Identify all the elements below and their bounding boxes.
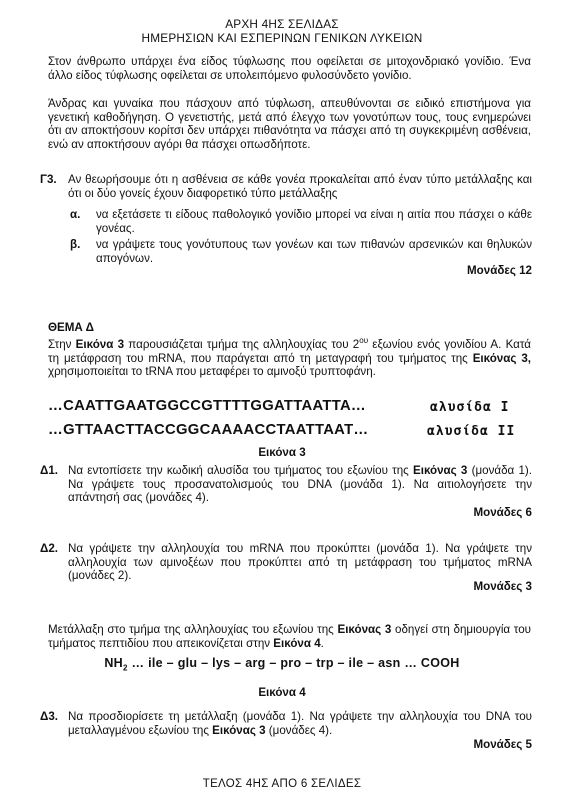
mutation-text-3: . xyxy=(320,636,324,650)
page-footer: ΤΕΛΟΣ 4ΗΣ ΑΠΟ 6 ΣΕΛΙΔΕΣ xyxy=(202,778,362,790)
theme-d-intro-figure-ref-2: Εικόνας 3, xyxy=(472,351,531,365)
d2-marks: Μονάδες 3 xyxy=(473,580,532,593)
d3-figure-ref: Εικόνας 3 xyxy=(212,723,266,737)
d3-text-1: Να προσδιορίσετε τη μετάλλαξη (μονάδα 1). Να γράψετε την αλληλουχία του DNA του μεταλλαγμένου εξωνίου της xyxy=(68,710,532,737)
g3-b-text: να γράψετε τους γονότυπους των γονέων και των πιθανών αρσενικών και θηλυκών απογόνων. xyxy=(96,238,532,265)
theme-d-title: ΘΕΜΑ Δ xyxy=(48,321,94,334)
mutation-paragraph xyxy=(48,623,531,650)
question-g3-text: Αν θεωρήσουμε ότι η ασθένεια σε κάθε γονέα προκαλείται από έναν τύπο μετάλλαξης και ότι οι δύο γονείς έχουν διαφορετικό τύπο μετάλλαξης xyxy=(68,173,532,200)
figure-4-caption: Εικόνα 4 xyxy=(258,686,306,699)
question-g3-label: Γ3. xyxy=(40,173,57,186)
g3-a-text: να εξετάσετε τι είδους παθολογικό γονίδιο μπορεί να είναι η αιτία που πάσχει ο κάθε γονέας. xyxy=(96,208,532,235)
theme-d-intro-text-2: παρουσιάζεται τμήμα της αλληλουχίας του 2 xyxy=(124,338,360,351)
theme-d-intro-text-3: εξωνίου ενός γονιδίου Α. Κατά τη μετάφραση του mRNA, που παράγεται από τη μεταγραφή του τμήματος της xyxy=(48,338,531,365)
figure-3-caption: Εικόνα 3 xyxy=(258,446,306,459)
intro-paragraph-2: Άνδρας και γυναίκα που πάσχουν από τύφλωση, απευθύνονται σε ειδικό επιστήμονα για γενετική καθοδήγηση. Ο γενετιστής, μετά από έλεγχο των γονοτύπων τους, τους ενημερώνει ότι αν αποκτήσουν κορίτσι δεν υπάρχει πιθανότητα να πάσχει από τη συγκεκριμένη ασθένεια, ενώ αν αποκτήσουν αγόρι θα πάσχει οπωσδήποτε. xyxy=(48,97,531,151)
g3-marks: Μονάδες 12 xyxy=(467,264,532,277)
d3-text-2: (μονάδες 4). xyxy=(265,723,333,737)
mutation-figure-3-ref: Εικόνας 3 xyxy=(337,623,392,636)
peptide-nh-subscript: 2 xyxy=(123,663,128,673)
theme-d-intro-text-1: Στην xyxy=(48,338,76,351)
d1-figure-ref: Εικόνας 3 xyxy=(412,464,468,477)
theme-d-intro-figure-ref: Εικόνα 3 xyxy=(75,338,125,351)
mutation-text-2: οδηγεί στη δημιουργία του τμήματος πεπτιδίου που απεικονίζεται στην xyxy=(48,623,532,650)
mutation-text-1: Μετάλλαξη στο τμήμα της αλληλουχίας του εξωνίου της xyxy=(48,623,338,636)
peptide-nh: NH xyxy=(104,656,123,670)
theme-d-intro-text-4: χρησιμοποιείται το tRNA που μεταφέρει το αμινοξύ τρυπτοφάνη. xyxy=(48,365,376,379)
header-line-2: ΗΜΕΡΗΣΙΩΝ ΚΑΙ ΕΣΠΕΡΙΝΩΝ ΓΕΝΙΚΩΝ ΛΥΚΕΙΩΝ xyxy=(141,31,423,45)
question-d3-label: Δ3. xyxy=(40,710,59,723)
intro-paragraph-1: Στον άνθρωπο υπάρχει ένα είδος τύφλωσης που οφείλεται σε μιτοχονδριακό γονίδιο. Ένα άλλο είδος τύφλωσης οφείλεται σε υπολειπόμενο φυλοσύνδετο γονίδιο. xyxy=(48,55,531,82)
header-line-1: ΑΡΧΗ 4ΗΣ ΣΕΛΙΔΑΣ xyxy=(225,17,339,31)
strand-2-label: αλυσίδα ΙΙ xyxy=(427,424,516,439)
peptide-sequence xyxy=(0,657,564,671)
dna-strand-2: …GTTAACTTACCGGCAAAACCTAATTAAT… xyxy=(48,422,369,438)
d3-marks: Μονάδες 5 xyxy=(473,738,532,751)
d1-marks: Μονάδες 6 xyxy=(473,506,532,519)
theme-d-intro xyxy=(48,338,531,379)
question-d1-label: Δ1. xyxy=(40,464,59,477)
question-d2-text: Να γράψετε την αλληλουχία του mRNA που προκύπτει (μονάδα 1). Να γράψετε την αλληλουχία των αμινοξέων που προκύπτει από τη μετάφραση του τμήματος mRNA (μονάδες 2). xyxy=(68,542,532,583)
peptide-chain: … ile – glu – lys – arg – pro – trp – ile – asn … COOH xyxy=(127,656,460,670)
theme-d-intro-sup: ου xyxy=(359,336,369,346)
mutation-figure-4-ref: Εικόνα 4 xyxy=(273,636,321,650)
question-d2-label: Δ2. xyxy=(40,542,59,555)
g3-b-label: β. xyxy=(70,238,81,251)
g3-a-label: α. xyxy=(70,208,81,221)
d1-text-2: (μονάδα 1). Να γράψετε τους προσανατολισμούς του DNA (μονάδα 1). Να αιτιολογήσετε την απάντησή σας (μονάδες 4). xyxy=(68,464,532,505)
question-d1-text xyxy=(68,464,532,505)
d1-text-1: Να εντοπίσετε την κωδική αλυσίδα του τμήματος του εξωνίου της xyxy=(68,464,413,477)
question-d3-text xyxy=(68,710,532,737)
strand-1-label: αλυσίδα Ι xyxy=(430,400,510,415)
dna-strand-1: …CAATTGAATGGCCGTTTTGGATTAATTA… xyxy=(48,398,367,414)
